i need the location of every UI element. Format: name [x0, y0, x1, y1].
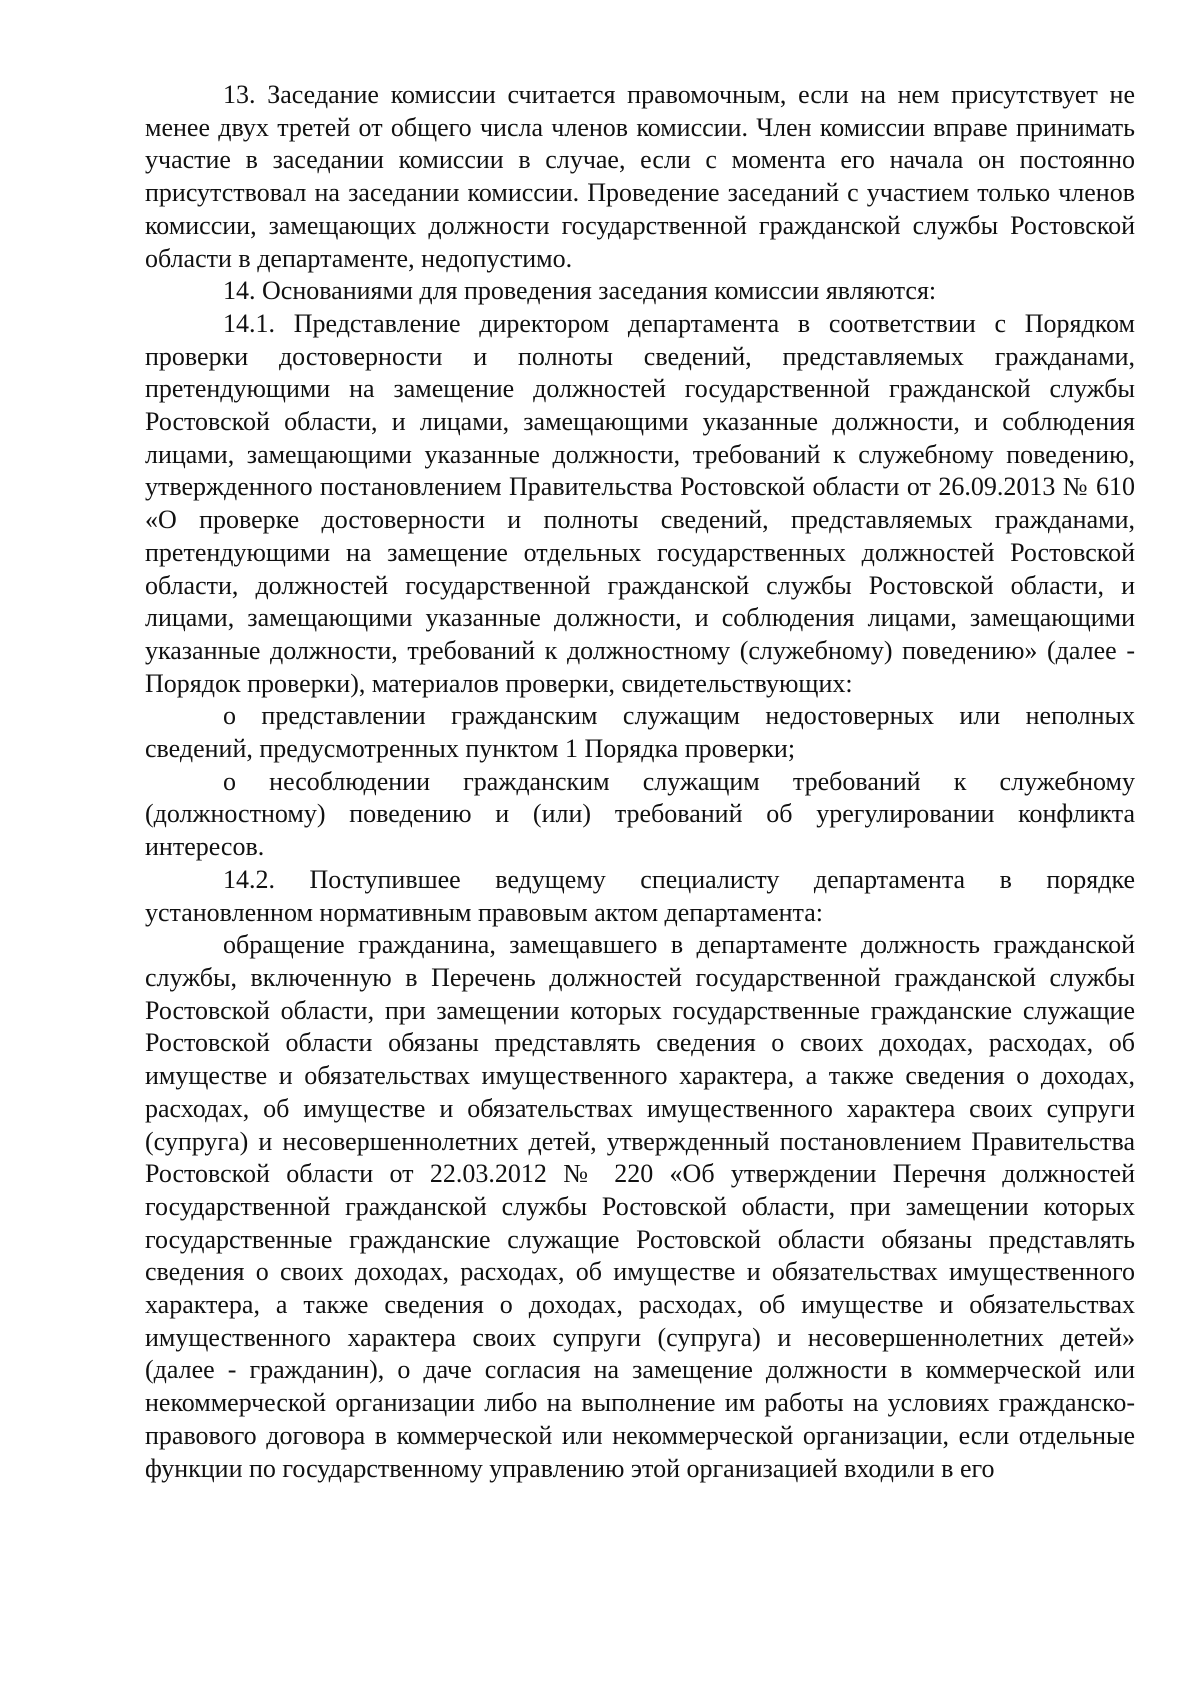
paragraph-inaccurate-information: о представлении гражданским служащим недостоверных или неполных сведений, предусмотренных пунктом 1 Порядка проверки; — [145, 701, 1135, 764]
paragraph-13-quorum: 13. Заседание комиссии считается правомочным, если на нем присутствует не менее двух третей от общего числа членов комиссии. Член комиссии вправе принимать участие в заседании комиссии в случае, если с момента его начала он постоянно присутствовал на заседании комиссии. Проведение заседаний с участием только членов комиссии, замещающих должности государственной гражданской службы Ростовской области в департаменте, недопустимо. — [145, 80, 1135, 273]
paragraph-14-2-specialist-received: 14.2. Поступившее ведущему специалисту департамента в порядке установленном нормативным правовым актом департамента: — [145, 864, 1135, 927]
document-body — [145, 79, 1135, 1485]
paragraph-conduct-noncompliance: о несоблюдении гражданским служащим требований к служебному (должностному) поведению и (или) требований об урегулировании конфликта интересов. — [145, 766, 1135, 862]
paragraph-citizen-appeal: обращение гражданина, замещавшего в департаменте должность гражданской службы, включенную в Перечень должностей государственной гражданской службы Ростовской области, при замещении которых государственные гражданские служащие Ростовской области обязаны представлять сведения о своих доходах, расходах, об имуществе и обязательствах имущественного характера, а также сведения о доходах, расходах, об имуществе и обязательствах имущественного характера своих супруги (супруга) и несовершеннолетних детей, утвержденный постановлением Правительства Ростовской области от 22.03.2012 № 220 «Об утверждении Перечня должностей государственной гражданской службы Ростовской области, при замещении которых государственные гражданские служащие Ростовской области обязаны представлять сведения о своих доходах, расходах, об имуществе и обязательствах имущественного характера, а также сведения о доходах, расходах, об имуществе и обязательствах имущественного характера своих супруги (супруга) и несовершеннолетних детей» (далее - гражданин), о даче согласия на замещение должности в коммерческой или некоммерческой организации либо на выполнение им работы на условиях гражданско-правового договора в коммерческой или некоммерческой организации, если отдельные функции по государственному управлению этой организацией входили в его — [145, 930, 1135, 1483]
paragraph-14-grounds: 14. Основаниями для проведения заседания комиссии являются: — [223, 276, 937, 306]
paragraph-14-1-director-submission: 14.1. Представление директором департамента в соответствии с Порядком проверки достоверности и полноты сведений, представляемых гражданами, претендующими на замещение должностей государственной гражданской службы Ростовской области, и лицами, замещающими указанные должности, и соблюдения лицами, замещающими указанные должности, требований к служебному поведению, утвержденного постановлением Правительства Ростовской области от 26.09.2013 № 610 «О проверке достоверности и полноты сведений, представляемых гражданами, претендующими на замещение отдельных государственных должностей Ростовской области, должностей государственной гражданской службы Ростовской области, и лицами, замещающими указанные должности, и соблюдения лицами, замещающими указанные должности, требований к должностному (служебному) поведению» (далее - Порядок проверки), материалов проверки, свидетельствующих: — [145, 308, 1135, 698]
